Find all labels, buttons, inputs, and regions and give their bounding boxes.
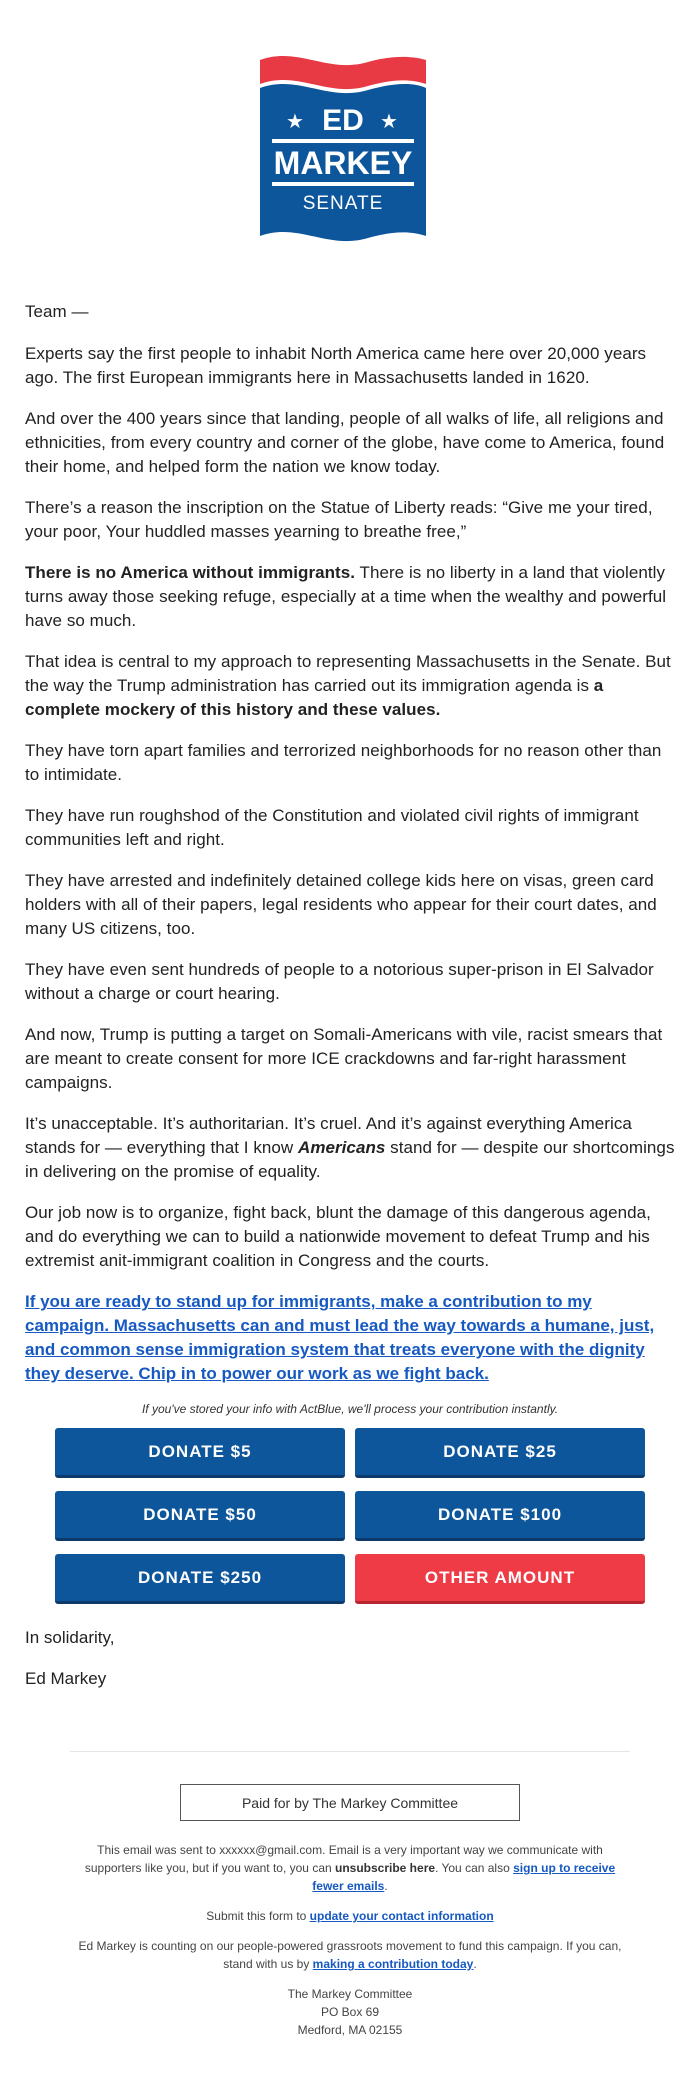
paragraph-7: They have run roughshod of the Constitution and violated civil rights of immigrant communities left and right. xyxy=(25,806,639,849)
update-contact-line xyxy=(0,1907,700,1925)
submit-text: Submit this form to xyxy=(206,1909,310,1923)
update-contact-link[interactable]: update your contact information xyxy=(309,1909,494,1923)
signoff: In solidarity, xyxy=(25,1628,115,1647)
paragraph-3: There’s a reason the inscription on the Statue of Liberty reads: “Give me your tired, your poor, Your huddled masses yearning to breathe free,” xyxy=(25,498,653,541)
greeting: Team — xyxy=(25,302,89,321)
paragraph-12: Our job now is to organize, fight back, blunt the damage of this dangerous agenda, and do everything we can to build a nationwide movement to defeat Trump and his extremist anit-immigrant coalition in Congress and the courts. xyxy=(25,1203,651,1270)
paragraph-11-end: stand for — despite our shortcomings in delivering on the promise of equality. xyxy=(25,1138,675,1181)
paragraph-6: They have torn apart families and terrorized neighborhoods for no reason other than to intimidate. xyxy=(25,741,662,784)
email-disclaimer xyxy=(0,1841,700,1895)
unsubscribe-link[interactable]: unsubscribe here xyxy=(335,1861,436,1875)
footer xyxy=(0,1751,700,2039)
donate-25-button[interactable]: DONATE $25 xyxy=(355,1428,645,1478)
logo-markey-text: MARKEY xyxy=(273,145,413,181)
paragraph-9: They have even sent hundreds of people to a notorious super-prison in El Salvador without a charge or court hearing. xyxy=(25,960,654,1003)
paragraph-5-start: That idea is central to my approach to representing Massachusetts in the Senate. But the way the Trump administration has carried out its immigration agenda is xyxy=(25,652,671,695)
paragraph-10: And now, Trump is putting a target on Somali-Americans with vile, racist smears that are meant to create consent for more ICE crackdowns and far-right harassment campaigns. xyxy=(25,1025,663,1092)
mailing-address xyxy=(0,1985,700,2039)
recipient-email: xxxxxx@gmail.com xyxy=(219,1843,323,1857)
paragraph-5-bold: a complete mockery of this history and these values. xyxy=(25,676,604,719)
contribution-today-link[interactable]: making a contribution today xyxy=(312,1957,474,1971)
logo-rule-bottom xyxy=(272,182,414,186)
disclaimer-text-1: This email was sent to xyxy=(97,1843,220,1857)
closing xyxy=(0,1626,700,1691)
grassroots-end: . xyxy=(473,1957,477,1971)
paragraph-8: They have arrested and indefinitely detained college kids here on visas, green card holders with all of their papers, legal residents who appear for their court dates, and many US citizens, too. xyxy=(25,871,657,938)
other-amount-button[interactable]: OTHER AMOUNT xyxy=(355,1554,645,1604)
logo-rule-top xyxy=(272,139,414,143)
donate-5-button[interactable]: DONATE $5 xyxy=(55,1428,345,1478)
actblue-note: If you've stored your info with ActBlue, we'll process your contribution instantly. xyxy=(141,1402,559,1416)
paid-for-box: Paid for by The Markey Committee xyxy=(180,1784,520,1821)
grassroots-text: Ed Markey is counting on our people-powered grassroots movement to fund this campaign. If you can, stand with us by xyxy=(78,1939,622,1971)
email-body xyxy=(0,300,700,1386)
logo-senate-text: SENATE xyxy=(302,193,384,214)
grassroots-line xyxy=(0,1937,700,1973)
paragraph-4-bold: There is no America without immigrants. xyxy=(25,563,356,582)
donate-100-button[interactable]: DONATE $100 xyxy=(355,1491,645,1541)
address-line-1: The Markey Committee xyxy=(287,1987,413,2001)
paragraph-2: And over the 400 years since that landing, people of all walks of life, all religions and ethnicities, from every country and corner of the globe, have come to America, found their home, and helped form the nation we know today. xyxy=(25,409,665,476)
disclaimer-text-2: . Email is a very important way we communicate with supporters like you, but if you want to, you can xyxy=(84,1843,603,1875)
fewer-emails-link[interactable]: sign up to receive fewer emails xyxy=(312,1861,616,1893)
paragraph-11 xyxy=(25,1112,675,1184)
paragraph-11-emphasis: Americans xyxy=(298,1138,386,1157)
paragraph-5 xyxy=(25,650,675,722)
footer-divider xyxy=(70,1751,630,1752)
paragraph-11-start: It’s unacceptable. It’s authoritarian. It’s cruel. And it’s against everything America stands for — everything that I know xyxy=(25,1114,632,1157)
disclaimer-text-4: . xyxy=(384,1879,388,1893)
signature: Ed Markey xyxy=(25,1669,107,1688)
disclaimer-text-3: . You can also xyxy=(435,1861,514,1875)
paragraph-1: Experts say the first people to inhabit North America came here over 20,000 years ago. The first European immigrants here in Massachusetts landed in 1620. xyxy=(25,344,647,387)
contribution-cta-link[interactable]: If you are ready to stand up for immigrants, make a contribution to my campaign. Massachusetts can and must lead the way towards a humane, just, and common sense immigration system that treats everyone with the dignity they deserve. Chip in to power our work as we fight back. xyxy=(25,1292,655,1383)
logo-ed-text: ED xyxy=(322,104,364,137)
donate-buttons xyxy=(55,1428,645,1604)
ed-markey-senate-logo[interactable] xyxy=(258,52,428,242)
donate-250-button[interactable]: DONATE $250 xyxy=(55,1554,345,1604)
header xyxy=(0,0,700,285)
star-right-icon: ★ xyxy=(380,111,398,133)
star-left-icon: ★ xyxy=(286,111,304,133)
paragraph-4-rest: There is no liberty in a land that violently turns away those seeking refuge, especially at a time when the wealthy and powerful have so much. xyxy=(25,563,667,630)
address-line-3: Medford, MA 02155 xyxy=(297,2023,403,2037)
paragraph-4 xyxy=(25,561,675,633)
donate-50-button[interactable]: DONATE $50 xyxy=(55,1491,345,1541)
address-line-2: PO Box 69 xyxy=(320,2005,380,2019)
